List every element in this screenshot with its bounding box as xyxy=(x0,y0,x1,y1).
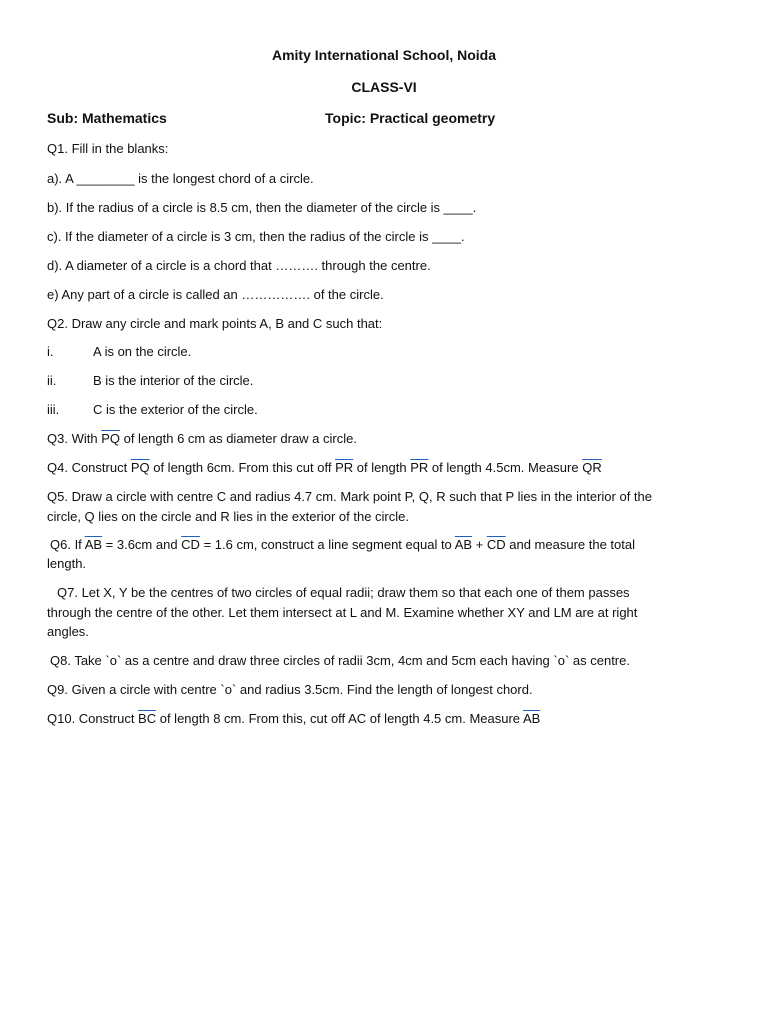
q3-text: Q3. With xyxy=(47,431,102,446)
segment-pr: $\overline{PR}$ xyxy=(410,460,429,475)
q6-line2: length. xyxy=(47,556,87,571)
q10 xyxy=(47,711,540,727)
q4-text: of length xyxy=(353,460,411,475)
segment-qr: $\overline{QR}$ xyxy=(582,460,602,475)
q4-text: of length 4.5cm. Measure xyxy=(428,460,583,475)
q3-text: of length 6 cm as diameter draw a circle. xyxy=(119,431,357,446)
q2-item-number: iii. xyxy=(47,402,60,417)
q4-text: of length 6cm. From this cut off xyxy=(149,460,336,475)
q2-item-number: i. xyxy=(47,344,54,359)
topic-label: Topic: Practical geometry xyxy=(325,110,496,126)
segment-pq: $\overline{PQ}$ xyxy=(101,431,120,446)
segment-ab: $\overline{AB}$ xyxy=(454,537,473,552)
q4-text: Q4. Construct xyxy=(47,460,131,475)
class-title: CLASS-VI xyxy=(351,79,417,95)
segment-pq: $\overline{PQ}$ xyxy=(130,460,150,475)
q9: Q9. Given a circle with centre `o` and radius 3.5cm. Find the length of longest chord. xyxy=(47,682,533,697)
q2-item-text: C is the exterior of the circle. xyxy=(93,402,258,417)
q3 xyxy=(47,431,357,447)
q7-line3: angles. xyxy=(47,624,89,639)
q7-line1: Q7. Let X, Y be the centres of two circles of equal radii; draw them so that each one of them passes xyxy=(57,585,630,600)
segment-cd: $\overline{CD}$ xyxy=(181,537,200,552)
segment-bc: $\overline{BC}$ xyxy=(138,711,157,726)
q6 xyxy=(50,537,635,553)
q10-text: Q10. Construct xyxy=(47,711,139,726)
q2-item-number: ii. xyxy=(47,373,57,388)
q1-b: b). If the radius of a circle is 8.5 cm, then the diameter of the circle is ____. xyxy=(47,200,477,215)
q1-c: c). If the diameter of a circle is 3 cm, then the radius of the circle is ____. xyxy=(47,229,465,244)
q2-item-text: A is on the circle. xyxy=(93,344,192,359)
q2-title: Q2. Draw any circle and mark points A, B and C such that: xyxy=(47,316,383,331)
q5-line2: circle, Q lies on the circle and R lies in the exterior of the circle. xyxy=(47,509,409,524)
q2-item-text: B is the interior of the circle. xyxy=(93,373,254,388)
q2-item xyxy=(47,402,258,418)
q6-text: and measure the total xyxy=(505,537,635,552)
q8: Q8. Take `o` as a centre and draw three circles of radii 3cm, 4cm and 5cm each having `o` as centre. xyxy=(50,653,630,668)
q6-text: = 1.6 cm, construct a line segment equal to xyxy=(199,537,455,552)
segment-ab: $\overline{AB}$ xyxy=(522,711,541,726)
q6-text: Q6. If xyxy=(50,537,85,552)
q7-line2: through the centre of the other. Let them intersect at L and M. Examine whether XY and LM are at right xyxy=(47,605,638,620)
q6-text: = 3.6cm and xyxy=(102,537,182,552)
school-name: Amity International School, Noida xyxy=(271,47,497,63)
segment-ab: $\overline{AB}$ xyxy=(84,537,103,552)
q2-item xyxy=(47,373,253,389)
q5-line1: Q5. Draw a circle with centre C and radius 4.7 cm. Mark point P, Q, R such that P lies in the interior of the xyxy=(47,489,653,504)
q4 xyxy=(47,460,602,476)
q1-a: a). A ________ is the longest chord of a circle. xyxy=(47,171,314,186)
q6-text: + xyxy=(472,537,487,552)
q10-text: of length 8 cm. From this, cut off AC of length 4.5 cm. Measure xyxy=(156,711,523,726)
q1-d: d). A diameter of a circle is a chord that ………. through the centre. xyxy=(47,258,431,273)
subject-label: Sub: Mathematics xyxy=(47,110,167,126)
q2-item xyxy=(47,344,191,360)
segment-pr: $\overline{PR}$ xyxy=(335,460,354,475)
q1-title: Q1. Fill in the blanks: xyxy=(47,141,169,156)
q1-e: e) Any part of a circle is called an ……………. of the circle. xyxy=(47,287,384,302)
segment-cd: $\overline{CD}$ xyxy=(486,537,506,552)
